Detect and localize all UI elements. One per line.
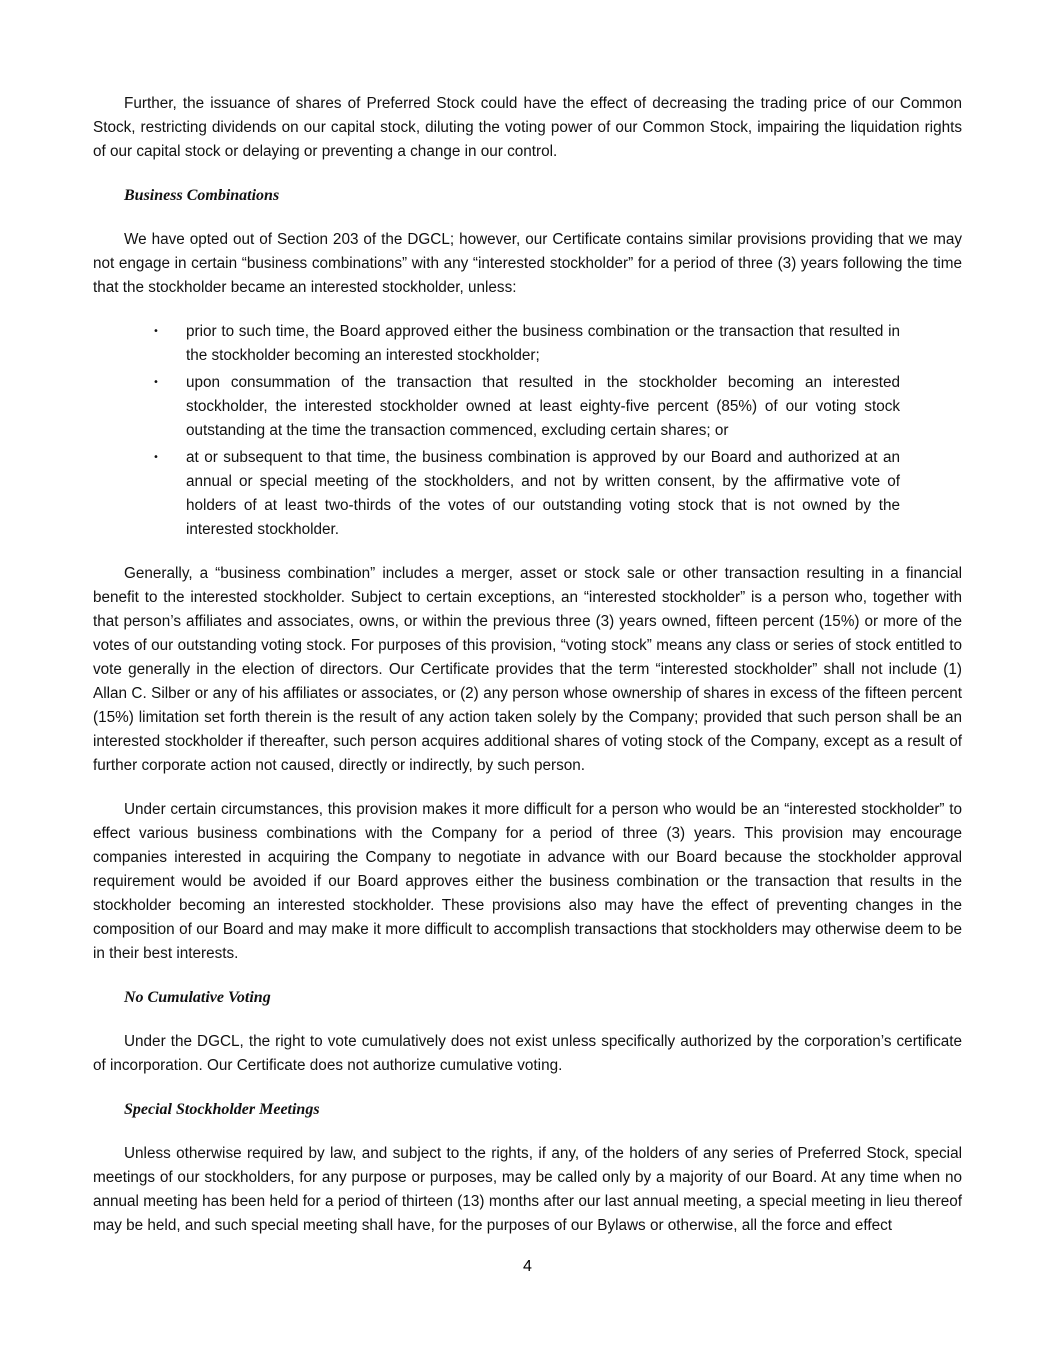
bullet-icon: • xyxy=(153,377,159,388)
list-item xyxy=(153,320,900,368)
heading-special-stockholder-meetings: Special Stockholder Meetings xyxy=(124,1101,320,1118)
list-item-text: upon consummation of the transaction that resulted in the stockholder becoming an interested stockholder, the interested stockholder owned at least eighty-five percent (85%) of our voting stock outstanding at the time the transaction commenced, excluding certain shares; or xyxy=(186,374,900,439)
paragraph-business-combination-definition: Generally, a “business combination” includes a merger, asset or stock sale or other transaction resulting in a financial benefit to the interested stockholder. Subject to certain exceptions, an “interested stockholder” is a person who, together with that person’s affiliates and associates, owns, or within the previous three (3) years owned, fifteen percent (15%) or more of the votes of our outstanding voting stock. For purposes of this provision, “voting stock” means any class or series of stock entitled to vote generally in the election of directors. Our Certificate provides that the term “interested stockholder” shall not include (1) Allan C. Silber or any of his affiliates or associates, or (2) any person whose ownership of shares in excess of the fifteen percent (15%) limitation set forth therein is the result of any action taken solely by the Company; provided that such person shall be an interested stockholder if thereafter, such person acquires additional shares of voting stock of the Company, except as a result of further corporate action not caused, directly or indirectly, by such person. xyxy=(93,565,962,774)
bullet-icon: • xyxy=(153,326,159,337)
page-number: 4 xyxy=(523,1258,532,1275)
paragraph-preferred-stock-effects: Further, the issuance of shares of Preferred Stock could have the effect of decreasing the trading price of our Common Stock, restricting dividends on our capital stock, diluting the voting power of our Common Stock, impairing the liquidation rights of our capital stock or delaying or preventing a change in our control. xyxy=(93,95,962,160)
paragraph-provision-effects: Under certain circumstances, this provision makes it more difficult for a person who would be an “interested stockholder” to effect various business combinations with the Company for a period of three (3) years. This provision may encourage companies interested in acquiring the Company to negotiate in advance with our Board because the stockholder approval requirement would be avoided if our Board approves either the business combination or the transaction that results in the stockholder becoming an interested stockholder. These provisions also may have the effect of preventing changes in the composition of our Board and may make it more difficult to accomplish transactions that stockholders may otherwise deem to be in their best interests. xyxy=(93,801,962,962)
list-item xyxy=(153,371,900,443)
heading-no-cumulative-voting: No Cumulative Voting xyxy=(124,989,271,1006)
paragraph-special-meetings: Unless otherwise required by law, and subject to the rights, if any, of the holders of any series of Preferred Stock, special meetings of our stockholders, for any purpose or purposes, may be called only by a majority of our Board. At any time when no annual meeting has been held for a period of thirteen (13) months after our last annual meeting, a special meeting in lieu thereof may be held, and such special meeting shall have, for the purposes of our Bylaws or otherwise, all the force and effect xyxy=(93,1145,962,1234)
paragraph-section-203: We have opted out of Section 203 of the DGCL; however, our Certificate contains similar provisions providing that we may not engage in certain “business combinations” with any “interested stockholder” for a period of three (3) years following the time that the stockholder became an interested stockholder, unless: xyxy=(93,231,962,296)
list-item-text: at or subsequent to that time, the business combination is approved by our Board and authorized at an annual or special meeting of the stockholders, and not by written consent, by the affirmative vote of holders of at least two-thirds of the votes of our outstanding voting stock that is not owned by the interested stockholder. xyxy=(186,449,900,538)
list-item-text: prior to such time, the Board approved either the business combination or the transaction that resulted in the stockholder becoming an interested stockholder; xyxy=(186,323,900,364)
heading-business-combinations: Business Combinations xyxy=(124,187,280,204)
list-item xyxy=(153,446,900,542)
document-page xyxy=(93,92,962,1258)
conditions-list xyxy=(93,320,962,542)
paragraph-cumulative-voting: Under the DGCL, the right to vote cumulatively does not exist unless specifically authorized by the corporation’s certificate of incorporation. Our Certificate does not authorize cumulative voting. xyxy=(93,1033,962,1074)
bullet-icon: • xyxy=(153,452,159,463)
